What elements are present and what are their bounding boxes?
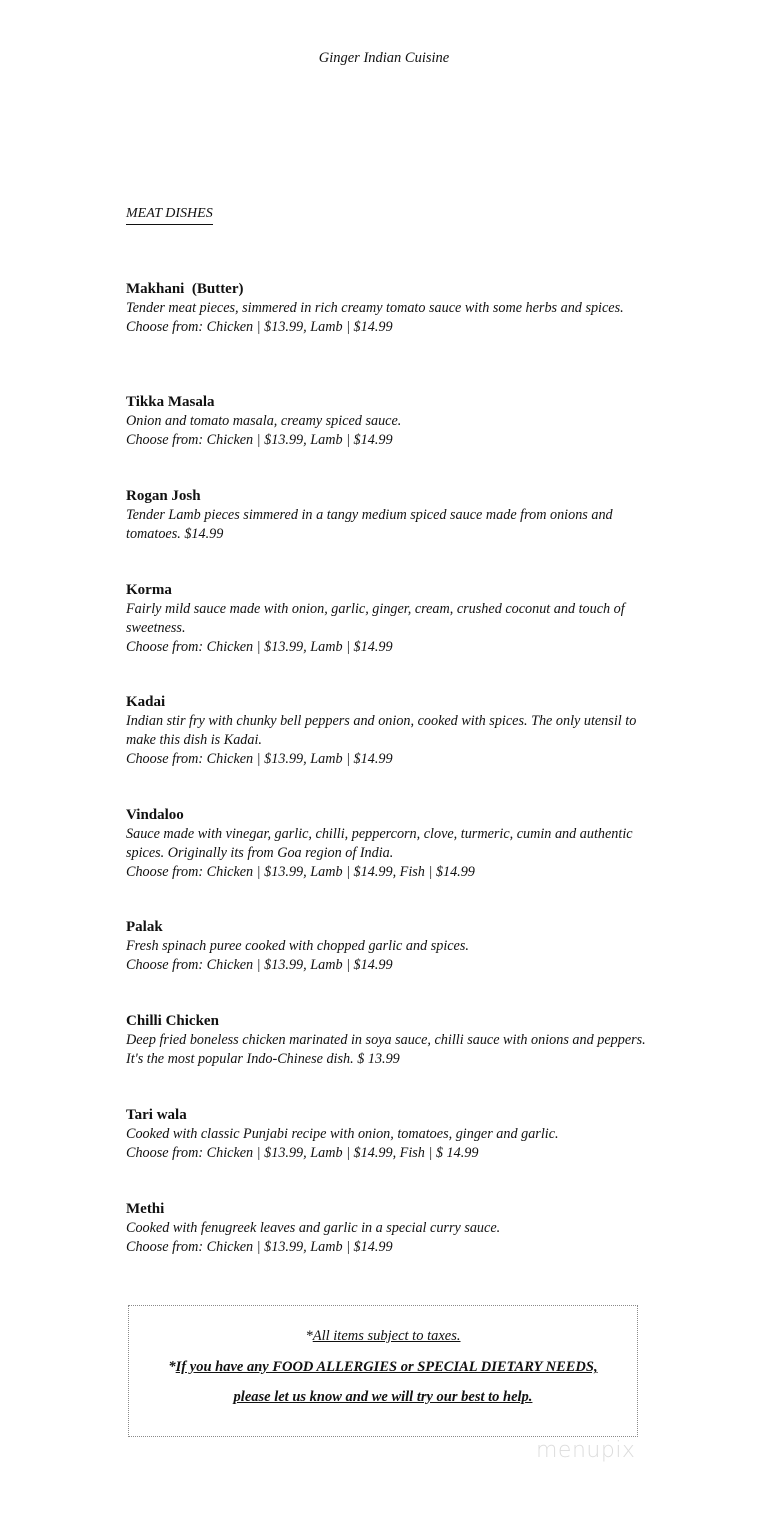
item-description: Sauce made with vinegar, garlic, chilli, peppercorn, clove, turmeric, cumin and authentic spices. Originally its from Goa region of India. bbox=[126, 826, 633, 861]
menu-item bbox=[126, 806, 646, 882]
menu-item bbox=[126, 1012, 646, 1069]
asterisk: * bbox=[305, 1328, 313, 1344]
menu-item bbox=[126, 918, 646, 975]
item-description: Tender Lamb pieces simmered in a tangy medium spiced sauce made from onions and tomatoes. $14.99 bbox=[126, 507, 613, 542]
item-description: Cooked with classic Punjabi recipe with onion, tomatoes, ginger and garlic. bbox=[126, 1126, 559, 1142]
item-price-options: Choose from: Chicken | $13.99, Lamb | $14.99, Fish | $ 14.99 bbox=[126, 1145, 479, 1161]
item-name: Palak bbox=[126, 919, 163, 935]
item-name: Korma bbox=[126, 582, 172, 598]
help-notice bbox=[129, 1389, 637, 1406]
item-price-options: Choose from: Chicken | $13.99, Lamb | $14.99 bbox=[126, 319, 393, 335]
item-price-options: Choose from: Chicken | $13.99, Lamb | $14.99 bbox=[126, 751, 393, 767]
item-name: Rogan Josh bbox=[126, 488, 201, 504]
allergy-text: If you have any FOOD ALLERGIES or SPECIAL DIETARY NEEDS, bbox=[175, 1359, 598, 1375]
item-name: Methi bbox=[126, 1201, 165, 1217]
item-name: Chilli Chicken bbox=[126, 1013, 219, 1029]
item-description: Fresh spinach puree cooked with chopped garlic and spices. bbox=[126, 938, 469, 954]
item-description: Tender meat pieces, simmered in rich creamy tomato sauce with some herbs and spices. bbox=[126, 300, 624, 316]
menu-item bbox=[126, 581, 646, 657]
allergy-notice bbox=[129, 1359, 637, 1376]
item-description: Onion and tomato masala, creamy spiced sauce. bbox=[126, 413, 402, 429]
menu-item bbox=[126, 693, 646, 769]
taxes-notice bbox=[129, 1328, 637, 1345]
item-name: Vindaloo bbox=[126, 807, 184, 823]
item-name: Makhani (Butter) bbox=[126, 281, 244, 297]
item-price-options: Choose from: Chicken | $13.99, Lamb | $14.99 bbox=[126, 639, 393, 655]
item-price-options: Choose from: Chicken | $13.99, Lamb | $14.99 bbox=[126, 432, 393, 448]
menu-item bbox=[126, 487, 646, 544]
asterisk: * bbox=[168, 1359, 176, 1375]
item-price-options: Choose from: Chicken | $13.99, Lamb | $14.99, Fish | $14.99 bbox=[126, 864, 475, 880]
section-heading-meat-dishes: MEAT DISHES bbox=[126, 206, 213, 225]
item-price-options: Choose from: Chicken | $13.99, Lamb | $14.99 bbox=[126, 1239, 393, 1255]
item-price-options: Choose from: Chicken | $13.99, Lamb | $14.99 bbox=[126, 957, 393, 973]
item-name: Kadai bbox=[126, 694, 166, 710]
item-description: Deep fried boneless chicken marinated in soya sauce, chilli sauce with onions and peppers. It's the most popular Indo-Chinese dish. $ 13.99 bbox=[126, 1032, 646, 1067]
help-text: please let us know and we will try our best to help. bbox=[233, 1389, 533, 1405]
menu-item bbox=[126, 1106, 646, 1163]
taxes-text: All items subject to taxes. bbox=[312, 1328, 461, 1344]
item-description: Indian stir fry with chunky bell peppers and onion, cooked with spices. The only utensil to make this dish is Kadai. bbox=[126, 713, 637, 748]
item-name: Tari wala bbox=[126, 1107, 187, 1123]
item-description: Cooked with fenugreek leaves and garlic in a special curry sauce. bbox=[126, 1220, 501, 1236]
item-name: Tikka Masala bbox=[126, 394, 215, 410]
menu-item bbox=[126, 393, 646, 450]
restaurant-title: Ginger Indian Cuisine bbox=[318, 50, 450, 66]
item-description: Fairly mild sauce made with onion, garlic, ginger, cream, crushed coconut and touch of sweetness. bbox=[126, 601, 625, 636]
menu-item bbox=[126, 1200, 646, 1257]
notice-box bbox=[128, 1305, 638, 1437]
menu-item bbox=[126, 280, 646, 337]
menupix-watermark: menupix bbox=[536, 1438, 636, 1463]
